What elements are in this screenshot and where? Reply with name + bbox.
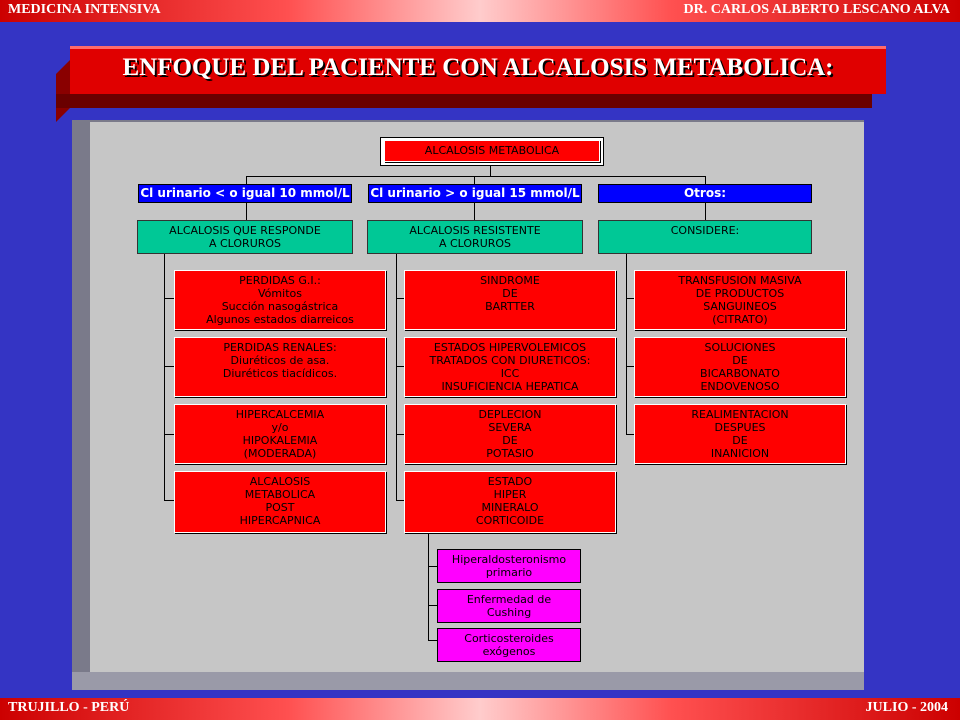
subcause-line: Cushing [486, 606, 532, 619]
cause-box [174, 404, 386, 464]
cause-box [174, 337, 386, 397]
footer-right-text: JULIO - 2004 [865, 700, 948, 715]
cause-line: PERDIDAS RENALES: [223, 341, 337, 354]
cause-line: Vómitos [258, 287, 302, 300]
cause-line: POST [265, 501, 295, 514]
cause-line: Diuréticos tiacídicos. [222, 367, 338, 380]
cause-line: PERDIDAS G.I.: [239, 274, 321, 287]
cause-line: SOLUCIONES [704, 341, 776, 354]
connector [164, 366, 174, 367]
slide-title: ENFOQUE DEL PACIENTE CON ALCALOSIS METABOLICA: [122, 54, 834, 81]
criterion-box [368, 184, 582, 203]
connector [164, 254, 165, 500]
cause-line: y/o [271, 421, 289, 434]
header-left-text: MEDICINA INTENSIVA [8, 2, 161, 17]
cause-line: HIPOKALEMIA [242, 434, 318, 447]
footer-bar [0, 698, 960, 720]
cause-line: SANGUINEOS [703, 300, 777, 313]
connector [164, 298, 174, 299]
cause-line: (CITRATO) [712, 313, 768, 326]
connector [396, 298, 404, 299]
cause-line: DESPUES [714, 421, 766, 434]
cause-line: Algunos estados diarreicos [206, 313, 354, 326]
cause-box [174, 270, 386, 330]
subcause-line: Corticosteroides [464, 632, 554, 645]
connector [705, 176, 706, 184]
cause-box [634, 404, 846, 464]
cause-line: BARTTER [485, 300, 535, 313]
title-banner [56, 46, 886, 108]
cause-line: DE PRODUCTOS [695, 287, 785, 300]
category-box [367, 220, 583, 254]
category-line: ALCALOSIS RESISTENTE [409, 224, 541, 237]
subcause-box [437, 628, 581, 662]
cause-line: TRANSFUSION MASIVA [678, 274, 802, 287]
subcause-line: exógenos [482, 645, 536, 658]
category-line: CONSIDERE: [670, 224, 740, 237]
connector [428, 605, 437, 606]
root-box [384, 140, 600, 162]
connector [428, 566, 437, 567]
cause-line: DE [502, 434, 518, 447]
cause-line: METABOLICA [244, 488, 316, 501]
cause-line: ALCALOSIS [249, 475, 311, 488]
connector [428, 533, 429, 640]
subcause-line: primario [485, 566, 533, 579]
connector [396, 254, 397, 500]
cause-line: TRATADOS CON DIURETICOS: [429, 354, 591, 367]
connector [626, 366, 634, 367]
cause-box [634, 337, 846, 397]
cause-line: MINERALO [481, 501, 539, 514]
cause-line: Succión nasogástrica [221, 300, 339, 313]
footer-left-text: TRUJILLO - PERÚ [8, 700, 130, 715]
category-line: A CLORUROS [438, 237, 512, 250]
cause-line: BICARBONATO [700, 367, 780, 380]
criterion-box [598, 184, 812, 203]
subcause-line: Hiperaldosteronismo [451, 553, 567, 566]
connector [428, 640, 437, 641]
connector [396, 500, 404, 501]
cause-line: SEVERA [488, 421, 532, 434]
cause-line: ESTADOS HIPERVOLEMICOS [433, 341, 587, 354]
connector [246, 203, 247, 220]
cause-line: SINDROME [480, 274, 540, 287]
connector [705, 203, 706, 220]
category-line: ALCALOSIS QUE RESPONDE [169, 224, 321, 237]
connector [246, 176, 706, 177]
cause-box [634, 270, 846, 330]
criterion-label: Cl urinario > o igual 15 mmol/L [370, 186, 580, 200]
cause-line: DE [502, 287, 518, 300]
subcause-line: Enfermedad de [466, 593, 552, 606]
cause-line: DE [732, 354, 748, 367]
cause-line: HIPERCAPNICA [239, 514, 321, 527]
connector [246, 176, 247, 184]
cause-line: ESTADO [487, 475, 533, 488]
subcause-box [437, 549, 581, 583]
cause-box [174, 471, 386, 533]
cause-line: Diuréticos de asa. [230, 354, 330, 367]
connector [626, 298, 634, 299]
connector [474, 176, 475, 184]
connector [164, 434, 174, 435]
criterion-box [138, 184, 352, 203]
cause-line: (MODERADA) [243, 447, 317, 460]
cause-line: INANICION [710, 447, 770, 460]
cause-line: DEPLECION [478, 408, 542, 421]
cause-line: CORTICOIDE [475, 514, 545, 527]
connector [626, 434, 634, 435]
cause-line: HIPER [493, 488, 527, 501]
cause-line: DE [732, 434, 748, 447]
cause-line: HIPERCALCEMIA [235, 408, 325, 421]
cause-line: INSUFICIENCIA HEPATICA [441, 380, 579, 393]
cause-line: ENDOVENOSO [700, 380, 780, 393]
cause-box [404, 270, 616, 330]
cause-line: ICC [500, 367, 520, 380]
cause-box [404, 337, 616, 397]
header-right-text: DR. CARLOS ALBERTO LESCANO ALVA [683, 2, 950, 17]
cause-box [404, 404, 616, 464]
category-box [598, 220, 812, 254]
cause-line: POTASIO [486, 447, 534, 460]
category-box [137, 220, 353, 254]
criterion-label: Cl urinario < o igual 10 mmol/L [140, 186, 350, 200]
criterion-label: Otros: [683, 186, 727, 200]
connector [396, 434, 404, 435]
panel-bottom-edge [72, 672, 864, 690]
connector [396, 366, 404, 367]
cause-box [404, 471, 616, 533]
cause-line: REALIMENTACION [691, 408, 789, 421]
connector [164, 500, 174, 501]
connector [626, 254, 627, 434]
category-line: A CLORUROS [208, 237, 282, 250]
header-bar [0, 0, 960, 22]
connector [474, 203, 475, 220]
subcause-box [437, 589, 581, 623]
root-label: ALCALOSIS METABOLICA [424, 144, 560, 157]
